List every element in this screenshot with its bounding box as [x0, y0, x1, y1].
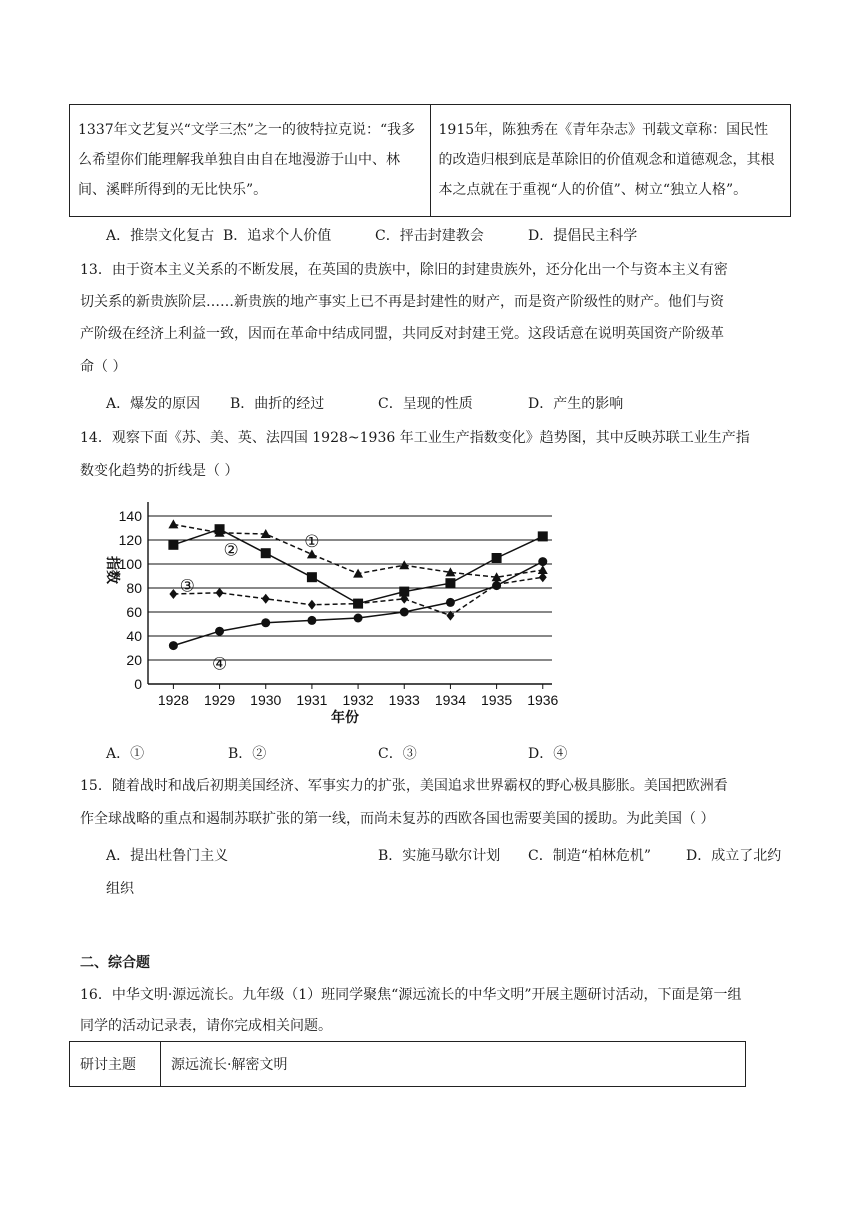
diamond-marker — [262, 594, 270, 604]
q15-line-1: 15．随着战时和战后初期美国经济、军事实力的扩张，美国追求世界霸权的野心极具膨胀。美国把欧洲看 — [80, 778, 728, 794]
circle-marker — [261, 618, 270, 627]
square-marker — [307, 572, 317, 582]
q15-option-a[interactable]: A．提出杜鲁门主义 — [106, 848, 229, 864]
diamond-marker — [308, 600, 316, 610]
circle-marker — [492, 581, 501, 590]
x-axis-title: 年份 — [331, 709, 359, 725]
series-label-4: ④ — [211, 654, 228, 674]
series-label-3: ③ — [179, 576, 195, 596]
x-tick-label: 1934 — [434, 692, 467, 708]
q13-option-a[interactable]: A．爆发的原因 — [106, 396, 201, 412]
series-line-3 — [173, 577, 542, 615]
q14-line-2: 数变化趋势的折线是（ ） — [80, 463, 239, 479]
square-marker — [261, 548, 271, 558]
q15-option-d-wrap: 组织 — [106, 881, 134, 897]
circle-marker — [538, 557, 547, 566]
triangle-marker — [168, 519, 178, 528]
y-tick-label: 40 — [126, 628, 142, 644]
q12-option-d[interactable]: D．提倡民主科学 — [528, 228, 638, 244]
circle-marker — [215, 627, 224, 636]
q13-option-c[interactable]: C．呈现的性质 — [378, 396, 473, 412]
q14-option-d[interactable]: D．④ — [528, 746, 568, 762]
y-tick-label: 0 — [134, 676, 142, 692]
circle-marker — [169, 641, 178, 650]
circle-marker — [400, 608, 409, 617]
q15-option-b[interactable]: B．实施马歇尔计划 — [378, 848, 501, 864]
record-table-value: 源远流长·解密文明 — [161, 1042, 746, 1087]
q14-option-c[interactable]: C．③ — [378, 746, 417, 762]
triangle-marker — [353, 569, 363, 578]
q12-option-c[interactable]: C．抨击封建教会 — [375, 228, 484, 244]
y-tick-label: 120 — [118, 532, 142, 548]
q13-option-d[interactable]: D．产生的影响 — [528, 396, 624, 412]
y-tick-label: 20 — [126, 652, 142, 668]
q16-line-2: 同学的活动记录表，请你完成相关问题。 — [80, 1018, 332, 1034]
square-marker — [538, 531, 548, 541]
q13-line-4: 命（ ） — [80, 359, 127, 375]
square-marker — [168, 540, 178, 550]
y-tick-label: 80 — [126, 580, 142, 596]
square-marker — [445, 578, 455, 588]
q12-option-a[interactable]: A．推崇文化复古 — [106, 228, 215, 244]
x-tick-label: 1929 — [203, 692, 236, 708]
y-tick-label: 100 — [118, 556, 142, 572]
q12-option-b[interactable]: B．追求个人价值 — [223, 228, 332, 244]
series-label-1: ① — [304, 532, 320, 552]
circle-marker — [354, 614, 363, 623]
triangle-marker — [399, 560, 409, 569]
x-tick-label: 1932 — [342, 692, 374, 708]
q15-option-c[interactable]: C．制造“柏林危机” — [528, 848, 652, 864]
q16-record-table — [69, 1041, 746, 1087]
square-marker — [492, 553, 502, 563]
q12-material-left: 1337年文艺复兴“文学三杰”之一的彼特拉克说：“我多么希望你们能理解我单独自由自在地漫游于山中、林间、溪畔所得到的无比快乐”。 — [70, 105, 431, 217]
y-axis-title: 指数 — [105, 556, 121, 584]
x-tick-label: 1933 — [388, 692, 420, 708]
y-tick-label: 60 — [126, 604, 142, 620]
q16-line-1: 16．中华文明·源远流长。九年级（1）班同学聚焦“源远流长的中华文明”开展主题研讨活动，下面是第一组 — [80, 987, 742, 1003]
circle-marker — [307, 616, 316, 625]
circle-marker — [446, 598, 455, 607]
x-tick-label: 1936 — [527, 692, 559, 708]
q13-option-b[interactable]: B．曲折的经过 — [230, 396, 325, 412]
section-title: 二、综合题 — [80, 955, 150, 971]
record-table-header: 研讨主题 — [70, 1042, 161, 1087]
diamond-marker — [216, 588, 224, 598]
series-label-2: ② — [223, 540, 239, 560]
q13-line-2: 切关系的新贵族阶层……新贵族的地产事实上已不再是封建性的财产，而是资产阶级性的财产。他们与资 — [80, 294, 724, 310]
q13-line-1: 13．由于资本主义关系的不断发展，在英国的贵族中，除旧的封建贵族外，还分化出一个与资本主义有密 — [80, 262, 728, 278]
q14-option-b[interactable]: B．② — [228, 746, 267, 762]
x-tick-label: 1928 — [157, 692, 189, 708]
diamond-marker — [169, 589, 177, 599]
q14-line-1: 14．观察下面《苏、美、英、法四国 1928~1936 年工业生产指数变化》趋势图，其中反映苏联工业生产指 — [80, 430, 750, 446]
square-marker — [215, 524, 225, 534]
q12-material-table — [69, 104, 791, 217]
q13-line-3: 产阶级在经济上利益一致，因而在革命中结成同盟，共同反对封建王党。这段话意在说明英国资产阶级革 — [80, 326, 724, 342]
x-tick-label: 1931 — [296, 692, 328, 708]
x-tick-label: 1930 — [250, 692, 282, 708]
q12-material-right: 1915年，陈独秀在《青年杂志》刊载文章称：国民性的改造归根到底是革除旧的价值观念和道德观念，其根本之点就在于重视“人的价值”、树立“独立人格”。 — [430, 105, 791, 217]
y-tick-label: 140 — [118, 508, 142, 524]
q15-option-d[interactable]: D．成立了北约 — [686, 848, 782, 864]
x-tick-label: 1935 — [481, 692, 513, 708]
q14-option-a[interactable]: A．① — [106, 746, 145, 762]
q15-line-2: 作全球战略的重点和遏制苏联扩张的第一线，而尚未复苏的西欧各国也需要美国的援助。为此美国（ ） — [80, 811, 715, 827]
industrial-index-chart — [90, 490, 580, 725]
